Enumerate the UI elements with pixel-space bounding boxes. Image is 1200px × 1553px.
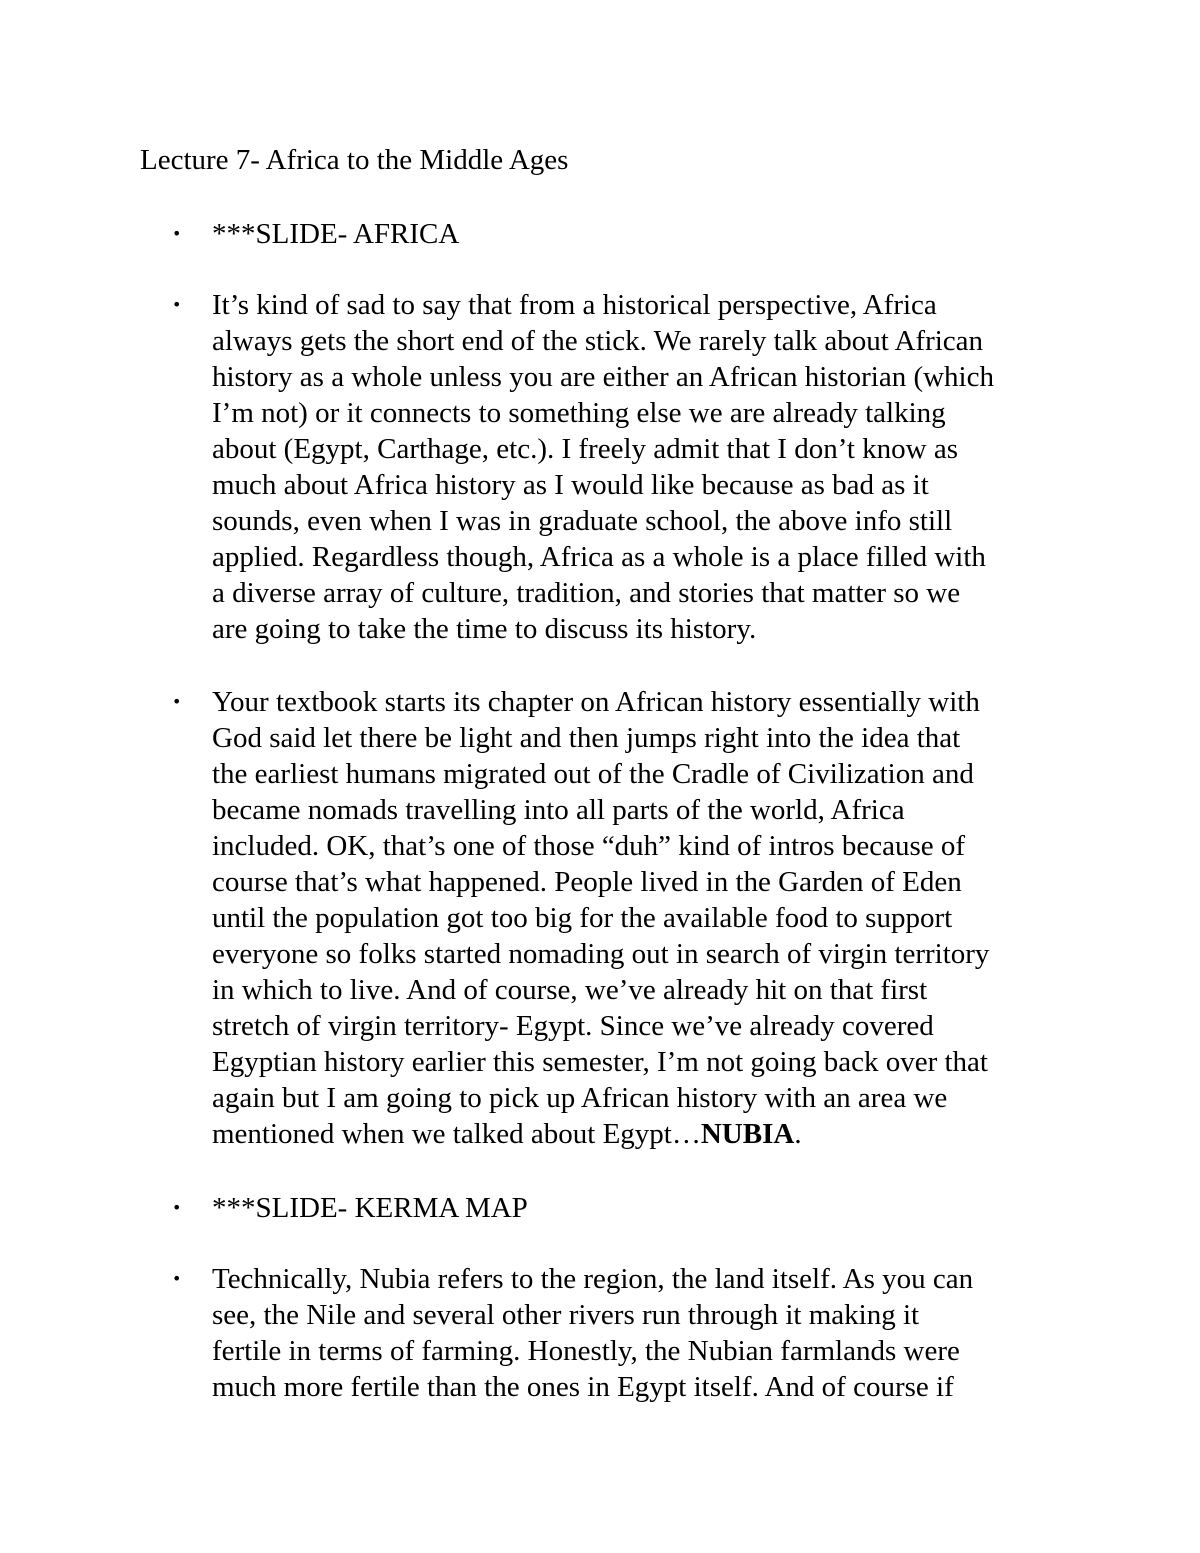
text-line: ***SLIDE- KERMA MAP — [212, 1192, 528, 1224]
text-line: a diverse array of culture, tradition, and stories that matter so we — [212, 577, 961, 609]
text-line: fertile in terms of farming. Honestly, the Nubian farmlands were — [212, 1335, 960, 1367]
text-line: course that’s what happened. People lived in the Garden of Eden — [212, 866, 962, 898]
bullet-icon: • — [172, 692, 182, 711]
bullet-item-text — [212, 216, 1062, 252]
bullet-item-slide-kerma-map — [172, 1190, 1062, 1226]
text-line: I’m not) or it connects to something else we are already talking — [212, 397, 946, 429]
text-line: Technically, Nubia refers to the region, the land itself. As you can — [212, 1263, 974, 1295]
text-line: about (Egypt, Carthage, etc.). I freely admit that I don’t know as — [212, 433, 958, 465]
text-line: Egyptian history earlier this semester, I’m not going back over that — [212, 1046, 988, 1078]
bullet-item-slide-africa — [172, 216, 1062, 252]
last-line-prefix: mentioned when we talked about Egypt… — [212, 1118, 701, 1150]
bullet-icon: • — [172, 295, 182, 314]
bullet-icon: • — [172, 1269, 182, 1288]
text-line: until the population got too big for the available food to support — [212, 902, 953, 934]
text-line: ***SLIDE- AFRICA — [212, 218, 460, 250]
bullet-item-nubia-region — [172, 1261, 1062, 1405]
text-line: always gets the short end of the stick. We rarely talk about African — [212, 325, 984, 357]
text-line: God said let there be light and then jumps right into the idea that — [212, 722, 961, 754]
text-line: in which to live. And of course, we’ve already hit on that first — [212, 974, 928, 1006]
bullet-icon: • — [172, 224, 182, 243]
text-line: applied. Regardless though, Africa as a whole is a place filled with — [212, 541, 986, 573]
bullet-item-text — [212, 1190, 1062, 1226]
text-line-last — [212, 1116, 1062, 1152]
text-line: stretch of virgin territory- Egypt. Since we’ve already covered — [212, 1010, 934, 1042]
text-line: much about Africa history as I would like because as bad as it — [212, 469, 929, 501]
nubia-bold-term: NUBIA — [700, 1118, 795, 1150]
text-line: the earliest humans migrated out of the Cradle of Civilization and — [212, 758, 974, 790]
bullet-item-textbook-chapter — [172, 684, 1062, 1152]
text-line: much more fertile than the ones in Egypt itself. And of course if — [212, 1371, 954, 1403]
text-line: again but I am going to pick up African history with an area we — [212, 1082, 948, 1114]
text-line: became nomads travelling into all parts of the world, Africa — [212, 794, 905, 826]
bullet-item-text — [212, 684, 1062, 1152]
bullet-item-africa-intro — [172, 287, 1062, 647]
document-title: Lecture 7- Africa to the Middle Ages — [140, 144, 569, 176]
text-line: are going to take the time to discuss its history. — [212, 613, 757, 645]
text-line: everyone so folks started nomading out in search of virgin territory — [212, 938, 990, 970]
bullet-icon: • — [172, 1198, 182, 1217]
bullet-item-text — [212, 1261, 1062, 1405]
text-line: history as a whole unless you are either an African historian (which — [212, 361, 994, 393]
text-line: see, the Nile and several other rivers run through it making it — [212, 1299, 920, 1331]
text-line: It’s kind of sad to say that from a historical perspective, Africa — [212, 289, 937, 321]
text-line: sounds, even when I was in graduate school, the above info still — [212, 505, 953, 537]
bullet-item-text — [212, 287, 1062, 647]
last-line-suffix: . — [794, 1118, 802, 1150]
text-line: included. OK, that’s one of those “duh” kind of intros because of — [212, 830, 966, 862]
text-line: Your textbook starts its chapter on African history essentially with — [212, 686, 980, 718]
